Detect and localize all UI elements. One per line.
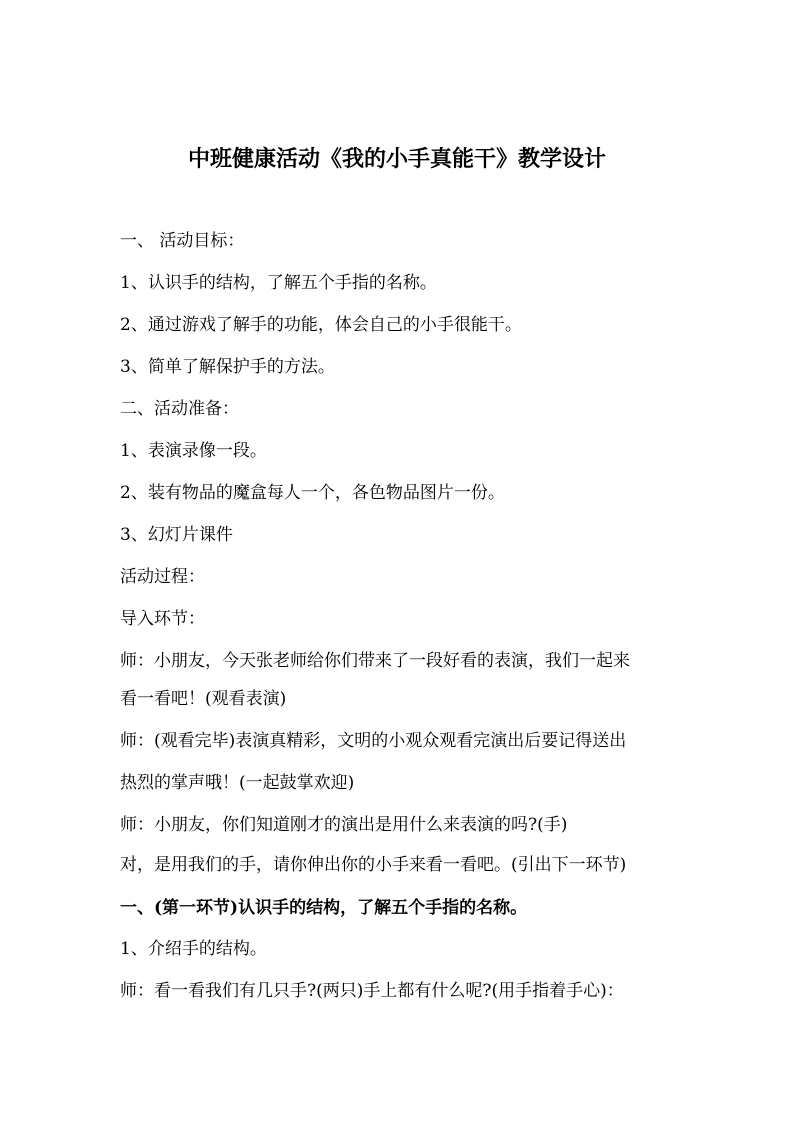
section-heading-goals: 一、 活动目标： xyxy=(120,231,245,251)
intro-heading: 导入环节： xyxy=(120,609,205,629)
goal-item-1: 1、认识手的结构，了解五个手指的名称。 xyxy=(120,273,437,293)
goal-item-3: 3、简单了解保护手的方法。 xyxy=(120,357,335,377)
paragraph-line: 师：看一看我们有几只手?(两只)手上都有什么呢?(用手指着手心)： xyxy=(120,981,624,1001)
section-heading-step-one: 一、(第一环节)认识手的结构，了解五个手指的名称。 xyxy=(120,898,528,918)
document-title: 中班健康活动《我的小手真能干》教学设计 xyxy=(187,146,606,172)
paragraph-line: 热烈的掌声哦！(一起鼓掌欢迎) xyxy=(120,773,355,793)
paragraph-line: 师：小朋友，今天张老师给你们带来了一段好看的表演，我们一起来 xyxy=(120,651,630,671)
preparation-item-2: 2、装有物品的魔盒每人一个，各色物品图片一份。 xyxy=(120,483,505,503)
preparation-item-1: 1、表演录像一段。 xyxy=(120,441,267,461)
section-heading-preparation: 二、活动准备： xyxy=(120,399,239,419)
section-heading-process: 活动过程： xyxy=(120,567,205,587)
paragraph-line: 师：(观看完毕)表演真精彩，文明的小观众观看完演出后要记得送出 xyxy=(120,731,627,751)
preparation-item-3: 3、幻灯片课件 xyxy=(120,525,233,545)
paragraph-line: 看一看吧！(观看表演) xyxy=(120,689,287,709)
paragraph-line: 对，是用我们的手，请你伸出你的小手来看一看吧。(引出下一环节) xyxy=(120,855,627,875)
paragraph-line: 师：小朋友，你们知道刚才的演出是用什么来表演的吗?(手) xyxy=(120,815,568,835)
step-item-1: 1、介绍手的结构。 xyxy=(120,939,267,959)
goal-item-2: 2、通过游戏了解手的功能，体会自己的小手很能干。 xyxy=(120,315,522,335)
